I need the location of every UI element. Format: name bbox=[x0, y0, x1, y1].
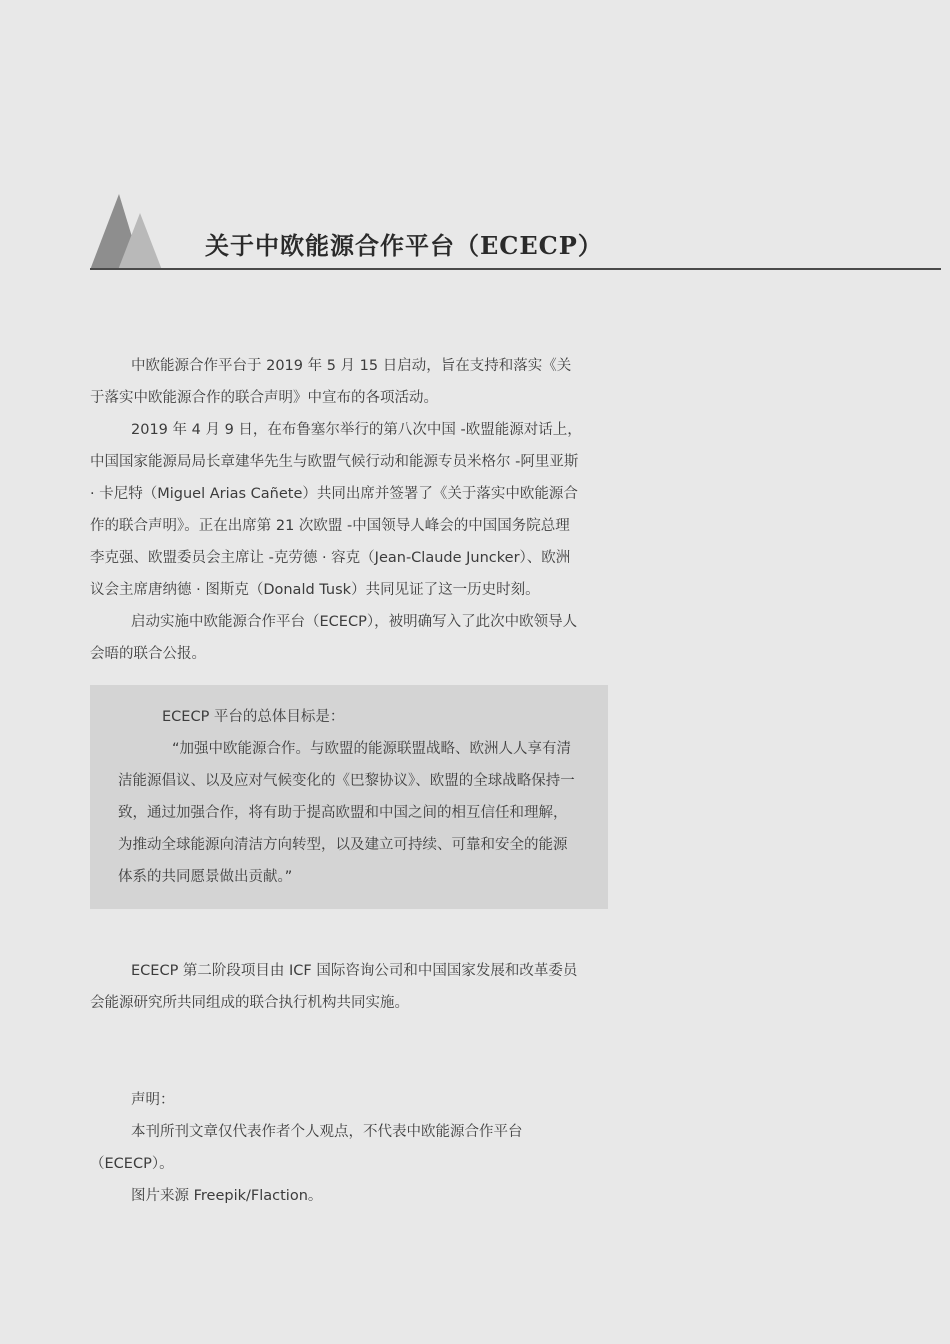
intro-paragraph: 中欧能源合作平台于 2019 年 5 月 15 日启动，旨在支持和落实《关于落实中欧能源合作的联合声明》中宣布的各项活动。 bbox=[90, 358, 572, 406]
goal-quote: “加强中欧能源合作。与欧盟的能源联盟战略、欧洲人人享有清洁能源倡议、以及应对气候变化的《巴黎协议》、欧盟的全球战略保持一致，通过加强合作，将有助于提高欧盟和中国之间的相互信任和理解，为推动全球能源向清洁方向转型，以及建立可持续、可靠和安全的能源体系的共同愿景做出贡献。” bbox=[118, 741, 575, 885]
notice-label: 声明： bbox=[131, 1092, 175, 1108]
intro-paragraph: 2019 年 4 月 9 日，在布鲁塞尔举行的第八次中国 -欧盟能源对话上，中国国家能源局局长章建华先生与欧盟气候行动和能源专员米格尔 -阿里亚斯 · 卡尼特（Miguel Arias Cañete）共同出席并签署了《关于落实中欧能源合作的联合声明》。正在出席第 21 次欧盟 -中国领导人峰会的中国国务院总理李克强、欧盟委员会主席让 -克劳德 · 容克（Jean-Claude Juncker）、欧洲议会主席唐纳德 · 图斯克（Donald Tusk）共同见证了这一历史时刻。 bbox=[90, 422, 582, 598]
notice-section bbox=[90, 1084, 590, 1212]
title-divider bbox=[90, 268, 941, 270]
implementation-paragraph: ECECP 第二阶段项目由 ICF 国际咨询公司和中国国家发展和改革委员会能源研究所共同组成的联合执行机构共同实施。 bbox=[90, 963, 578, 1011]
goal-heading: ECECP 平台的总体目标是： bbox=[162, 709, 345, 725]
mountain-logo-icon bbox=[90, 194, 164, 270]
page-title: 关于中欧能源合作平台（ECECP） bbox=[205, 231, 603, 260]
notice-disclaimer: 本刊所刊文章仅代表作者个人观点，不代表中欧能源合作平台（ECECP）。 bbox=[90, 1124, 523, 1172]
implementation-section bbox=[90, 955, 582, 1019]
goal-box bbox=[90, 685, 608, 909]
intro-section bbox=[90, 350, 582, 670]
image-credit: 图片来源 Freepik/Flaction。 bbox=[131, 1188, 323, 1204]
intro-paragraph: 启动实施中欧能源合作平台（ECECP），被明确写入了此次中欧领导人会晤的联合公报。 bbox=[90, 614, 578, 662]
